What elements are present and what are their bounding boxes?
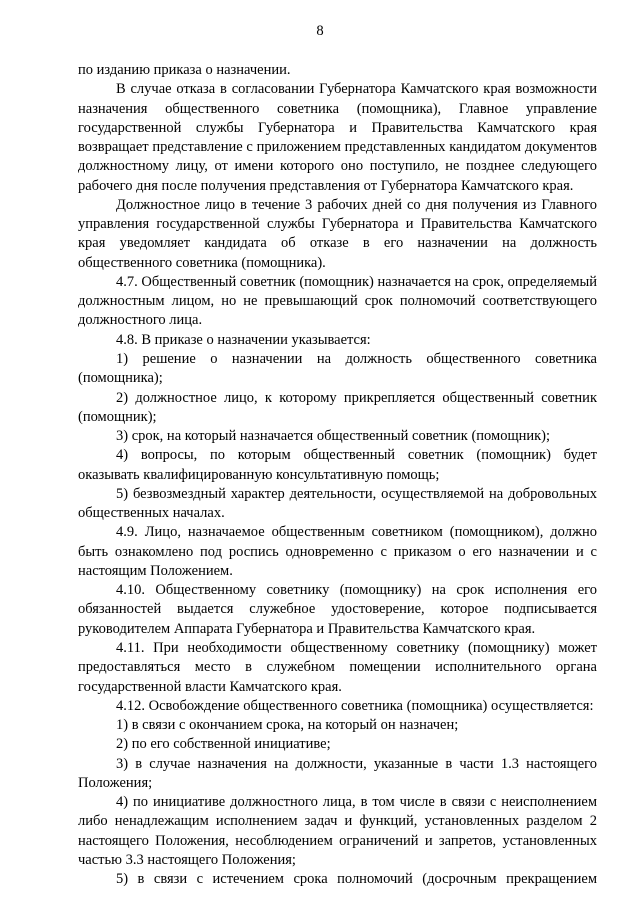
paragraph: 5) в связи с истечением срока полномочий (досрочным прекращением xyxy=(116,871,597,888)
paragraph: 4.11. При необходимости общественному советнику (помощнику) может предоставляться место в служебном помещении исполнительного органа государственной власти Камчатского края. xyxy=(78,639,597,695)
paragraph: 2) по его собственной инициативе; xyxy=(116,736,331,753)
paragraph: 5) безвозмездный характер деятельности, осуществляемой на добровольных общественных началах. xyxy=(78,485,597,522)
paragraph: 3) срок, на который назначается общественный советник (помощник); xyxy=(116,428,551,445)
paragraph: 1) решение о назначении на должность общественного советника (помощника); xyxy=(78,350,597,387)
paragraph: Должностное лицо в течение 3 рабочих дней со дня получения из Главного управления государственной службы Губернатора и Правительства Камчатского края уведомляет кандидата об отказе в его назначении на должность общественного советника (помощника). xyxy=(78,196,597,271)
paragraph: 4.9. Лицо, назначаемое общественным советником (помощником), должно быть ознакомлено под роспись одновременно с приказом о его назначении и с настоящим Положением. xyxy=(78,524,597,579)
paragraph: по изданию приказа о назначении. xyxy=(78,62,291,78)
page-number: 8 xyxy=(316,23,324,39)
paragraph: 1) в связи с окончанием срока, на который он назначен; xyxy=(116,717,459,734)
document-body xyxy=(78,61,597,889)
paragraph: 4.7. Общественный советник (помощник) назначается на срок, определяемый должностным лицом, но не превышающий срок полномочий соответствующего должностного лица. xyxy=(78,273,597,329)
paragraph: 3) в случае назначения на должности, указанные в части 1.3 настоящего Положения; xyxy=(78,755,597,791)
paragraph: 4.8. В приказе о назначении указывается: xyxy=(116,331,371,348)
paragraph: 4) вопросы, по которым общественный советник (помощник) будет оказывать квалифицированную консультативную помощь; xyxy=(78,447,597,483)
paragraph: 4.10. Общественному советнику (помощнику) на срок исполнения его обязанностей выдается служебное удостоверение, которое подписывается руководителем Аппарата Губернатора и Правительства Камчатского края. xyxy=(78,582,597,637)
paragraph: 4) по инициативе должностного лица, в том числе в связи с неисполнением либо ненадлежащим исполнением задач и функций, установленных разделом 2 настоящего Положения, несоблюдением ограничений и запретов, установленных частью 3.3 настоящего Положения; xyxy=(78,794,597,868)
paragraph: 4.12. Освобождение общественного советника (помощника) осуществляется: xyxy=(116,697,594,714)
paragraph: В случае отказа в согласовании Губернатора Камчатского края возможности назначения общественного советника (помощника), Главное управление государственной службы Губернатора и Правительства Камчатского края возвращает представление с приложением представленных кандидатом документов должностному лицу, от имени которого оно поступило, не позднее следующего рабочего дня после получения представления от Губернатора Камчатского края. xyxy=(78,81,597,194)
paragraph: 2) должностное лицо, к которому прикрепляется общественный советник (помощник); xyxy=(78,389,597,425)
